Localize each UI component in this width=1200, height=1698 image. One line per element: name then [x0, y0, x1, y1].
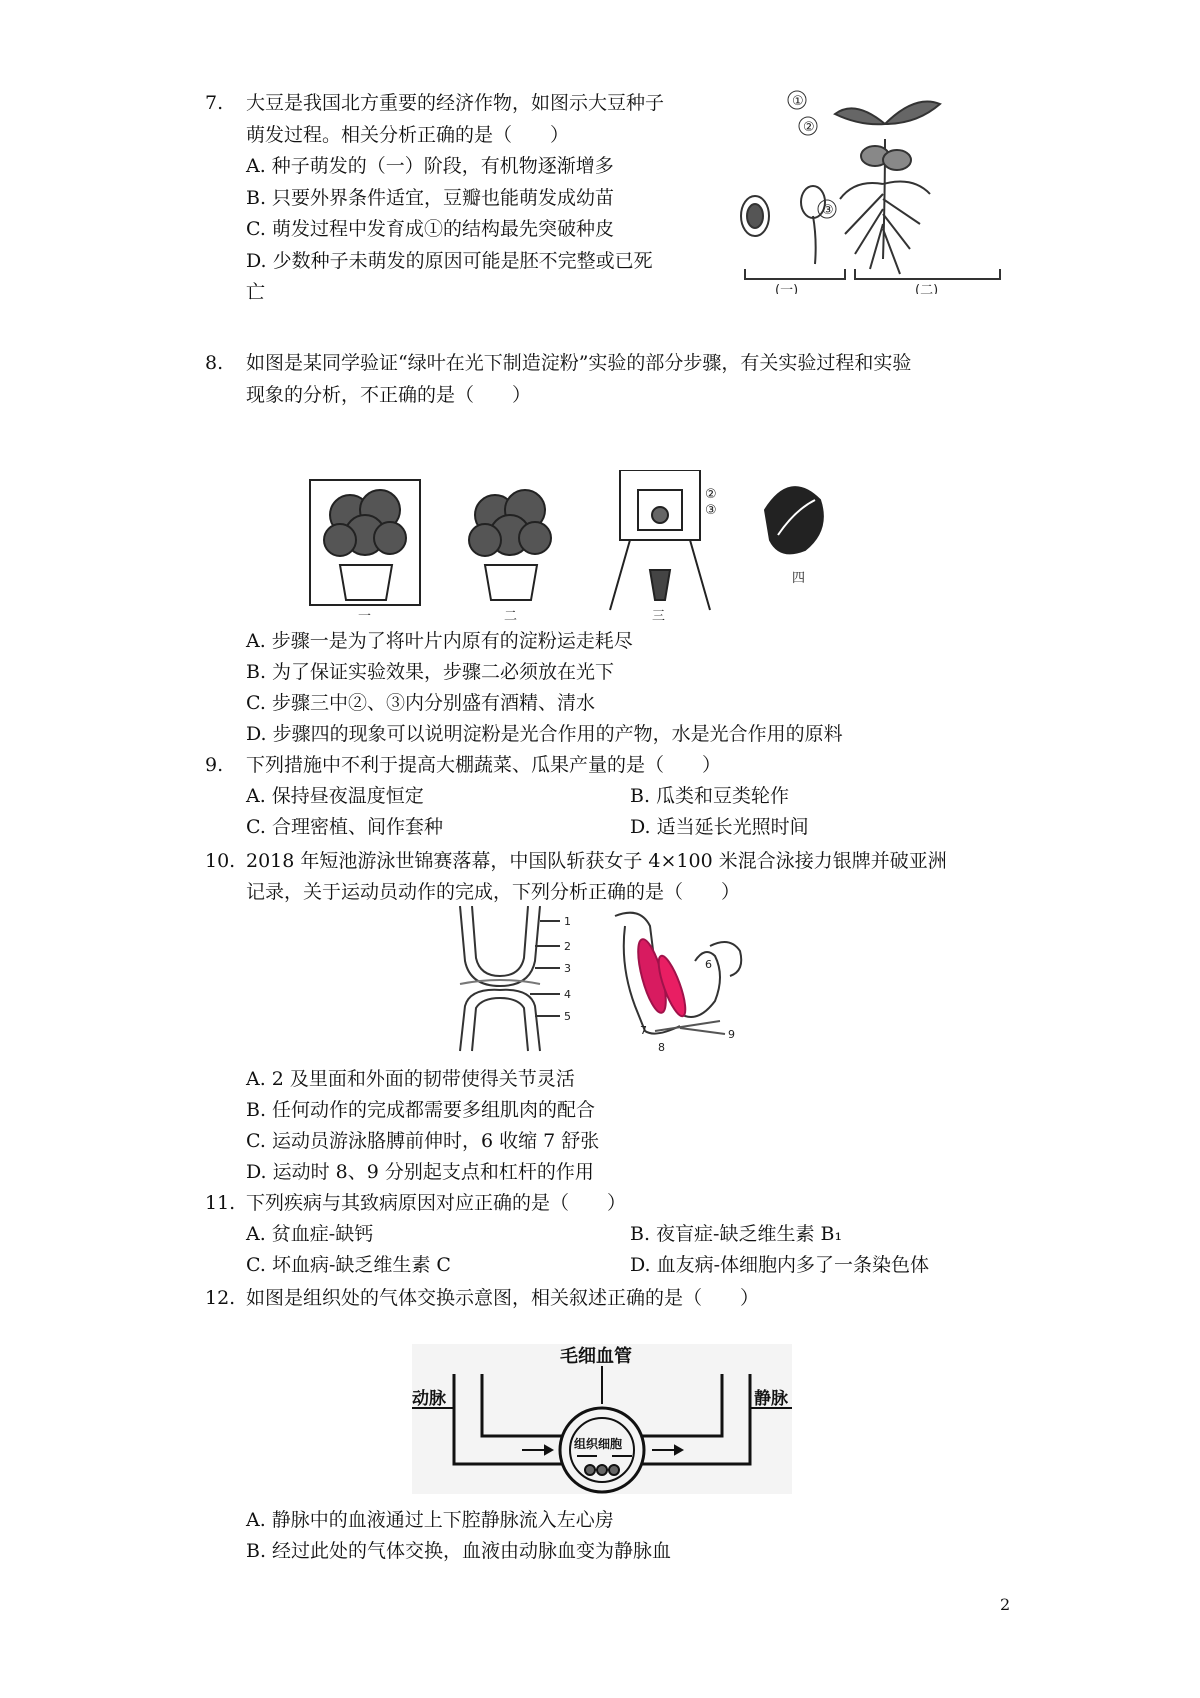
starch-experiment-figure — [300, 470, 920, 620]
option-c: C. 坏血病-缺乏维生素 C — [246, 1254, 451, 1276]
option-a: A. 2 及里面和外面的韧带使得关节灵活 — [246, 1068, 575, 1090]
step-label-1: 一 — [358, 609, 372, 620]
question-stem: 下列疾病与其致病原因对应正确的是（ ） — [246, 1192, 627, 1214]
stage-label-1: (一) — [775, 283, 799, 294]
option-c: C. 运动员游泳胳膊前伸时，6 收缩 7 舒张 — [246, 1130, 600, 1152]
option-a: A. 步骤一是为了将叶片内原有的淀粉运走耗尽 — [246, 630, 633, 652]
question-number: 7. — [205, 92, 224, 114]
question-stem-line-1: 大豆是我国北方重要的经济作物，如图示大豆种子 — [246, 92, 665, 114]
option-d: D. 少数种子未萌发的原因可能是胚不完整或已死 — [246, 250, 653, 272]
option-b: B. 夜盲症-缺乏维生素 B₁ — [630, 1223, 843, 1245]
option-a: A. 静脉中的血液通过上下腔静脉流入左心房 — [246, 1509, 614, 1531]
option-d: D. 步骤四的现象可以说明淀粉是光合作用的产物，水是光合作用的原料 — [246, 723, 843, 745]
figure-label-3: ③ — [822, 203, 834, 218]
soybean-germination-figure — [735, 84, 1010, 294]
figure-label-3: ③ — [705, 503, 717, 518]
question-stem: 如图是组织处的气体交换示意图，相关叙述正确的是（ ） — [246, 1287, 760, 1309]
question-number: 11. — [205, 1192, 236, 1214]
question-number: 8. — [205, 352, 224, 374]
figure-label-2: 2 — [564, 940, 571, 953]
option-a: A. 贫血症-缺钙 — [246, 1223, 374, 1245]
option-a: A. 种子萌发的（一）阶段，有机物逐渐增多 — [246, 155, 614, 177]
step-label-2: 二 — [504, 609, 518, 620]
option-b: B. 瓜类和豆类轮作 — [630, 785, 790, 807]
option-b: B. 经过此处的气体交换，血液由动脉血变为静脉血 — [246, 1540, 672, 1562]
question-number: 9. — [205, 754, 224, 776]
question-stem-line-2: 萌发过程。相关分析正确的是（ ） — [246, 124, 570, 146]
option-d: D. 血友病-体细胞内多了一条染色体 — [630, 1254, 930, 1276]
step-label-4: 四 — [792, 571, 806, 586]
figure-label-3: 3 — [564, 962, 571, 975]
figure-label-2: ② — [705, 487, 717, 502]
question-stem-line-1: 2018 年短池游泳世锦赛落幕，中国队斩获女子 4×100 米混合泳接力银牌并破亚洲 — [246, 850, 947, 872]
stage-label-2: (二) — [915, 283, 939, 294]
question-stem-line-2: 记录，关于运动员动作的完成，下列分析正确的是（ ） — [246, 881, 741, 903]
figure-label-2: ② — [803, 120, 815, 135]
option-b: B. 只要外界条件适宜，豆瓣也能萌发成幼苗 — [246, 187, 615, 209]
option-c: C. 合理密植、间作套种 — [246, 816, 443, 838]
capillary-label: 毛细血管 — [560, 1346, 632, 1367]
figure-label-1: 1 — [564, 915, 571, 928]
page-number: 2 — [1000, 1595, 1011, 1614]
artery-label: 动脉 — [412, 1389, 446, 1409]
step-label-3: 三 — [652, 609, 666, 620]
figure-label-6: 6 — [705, 958, 712, 971]
question-number: 12. — [205, 1287, 236, 1309]
option-d-continued: 亡 — [246, 281, 266, 303]
figure-label-9: 9 — [728, 1028, 735, 1041]
option-d: D. 适当延长光照时间 — [630, 816, 809, 838]
option-b: B. 任何动作的完成都需要多组肌肉的配合 — [246, 1099, 596, 1121]
vein-label: 静脉 — [754, 1389, 788, 1409]
question-stem-line-2: 现象的分析，不正确的是（ ） — [246, 384, 532, 406]
figure-label-8: 8 — [658, 1041, 665, 1054]
figure-label-4: 4 — [564, 988, 571, 1001]
question-stem-line-1: 如图是某同学验证“绿叶在光下制造淀粉”实验的部分步骤，有关实验过程和实验 — [246, 352, 912, 374]
tissue-cell-label: 组织细胞 — [574, 1437, 623, 1451]
figure-label-7: 7 — [640, 1024, 647, 1037]
option-c: C. 步骤三中②、③内分别盛有酒精、清水 — [246, 692, 595, 714]
joint-muscle-figure — [440, 906, 770, 1056]
option-a: A. 保持昼夜温度恒定 — [246, 785, 424, 807]
question-stem: 下列措施中不利于提高大棚蔬菜、瓜果产量的是（ ） — [246, 754, 722, 776]
gas-exchange-figure — [412, 1344, 792, 1494]
option-d: D. 运动时 8、9 分别起支点和杠杆的作用 — [246, 1161, 594, 1183]
figure-label-5: 5 — [564, 1010, 571, 1023]
option-c: C. 萌发过程中发育成①的结构最先突破种皮 — [246, 218, 614, 240]
question-number: 10. — [205, 850, 236, 872]
figure-label-1: ① — [792, 94, 804, 109]
option-b: B. 为了保证实验效果，步骤二必须放在光下 — [246, 661, 615, 683]
